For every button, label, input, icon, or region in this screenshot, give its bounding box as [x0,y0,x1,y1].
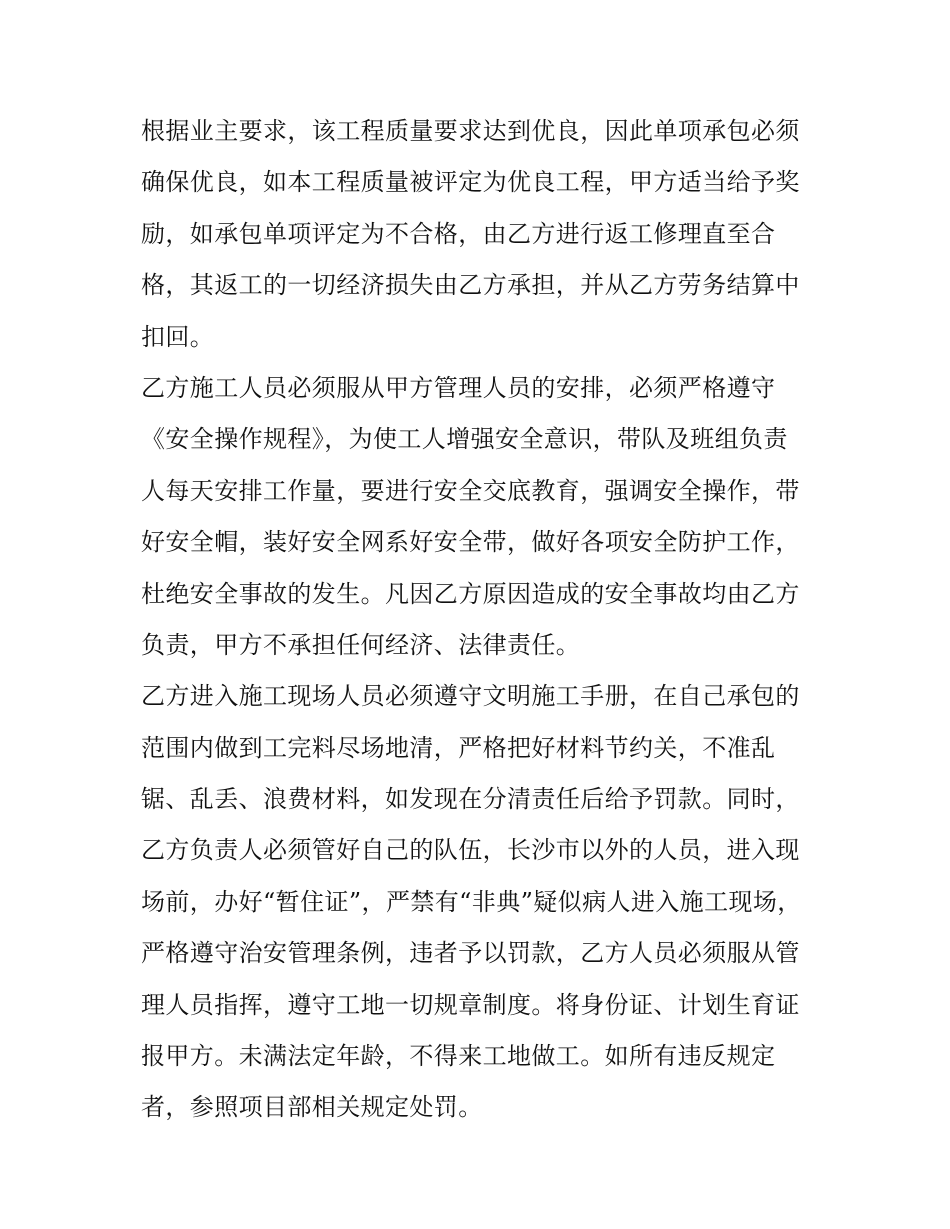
text-line: 确保优良，如本工程质量被评定为优良工程，甲方适当给予奖 [141,168,800,197]
text-line: 格，其返工的一切经济损失由乙方承担，并从乙方劳务结算中 [141,271,800,300]
text-line: 场前，办好“暂住证”，严禁有“非典”疑似病人进入施工现场， [141,887,802,916]
text-line: 《安全操作规程》，为使工人增强安全意识，带队及班组负责 [141,425,788,454]
text-line: 好安全帽，装好安全网系好安全带，做好各项安全防护工作， [141,528,800,557]
text-line: 乙方进入施工现场人员必须遵守文明施工手册，在自己承包的 [141,682,800,711]
paragraph-safety [141,363,813,671]
text-line: 理人员指挥，遵守工地一切规章制度。将身份证、计划生育证 [141,990,800,1019]
text-line: 乙方负责人必须管好自己的队伍，长沙市以外的人员，进入现 [141,836,800,865]
text-line: 扣回。 [141,322,215,351]
text-line: 乙方施工人员必须服从甲方管理人员的安排，必须严格遵守 [141,373,776,402]
text-line: 严格遵守治安管理条例，违者予以罚款，乙方人员必须服从管 [141,939,800,968]
text-line: 者，参照项目部相关规定处罚。 [141,1093,483,1122]
text-line: 范围内做到工完料尽场地清，严格把好材料节约关，不准乱 [141,733,776,762]
text-line: 根据业主要求，该工程质量要求达到优良，因此单项承包必须 [141,117,800,145]
text-line: 杜绝安全事故的发生。凡因乙方原因造成的安全事故均由乙方 [141,579,800,608]
paragraph-quality [141,106,813,363]
text-line: 锯、乱丢、浪费材料，如发现在分清责任后给予罚款。同时， [141,785,800,814]
paragraph-site-conduct [141,671,813,1134]
text-line: 励，如承包单项评定为不合格，由乙方进行返工修理直至合 [141,219,776,248]
text-line: 报甲方。未满法定年龄，不得来工地做工。如所有违反规定 [141,1042,776,1071]
text-line: 人每天安排工作量，要进行安全交底教育，强调安全操作，带 [141,476,800,505]
document-body [141,106,813,1134]
text-line: 负责，甲方不承担任何经济、法律责任。 [141,630,581,659]
